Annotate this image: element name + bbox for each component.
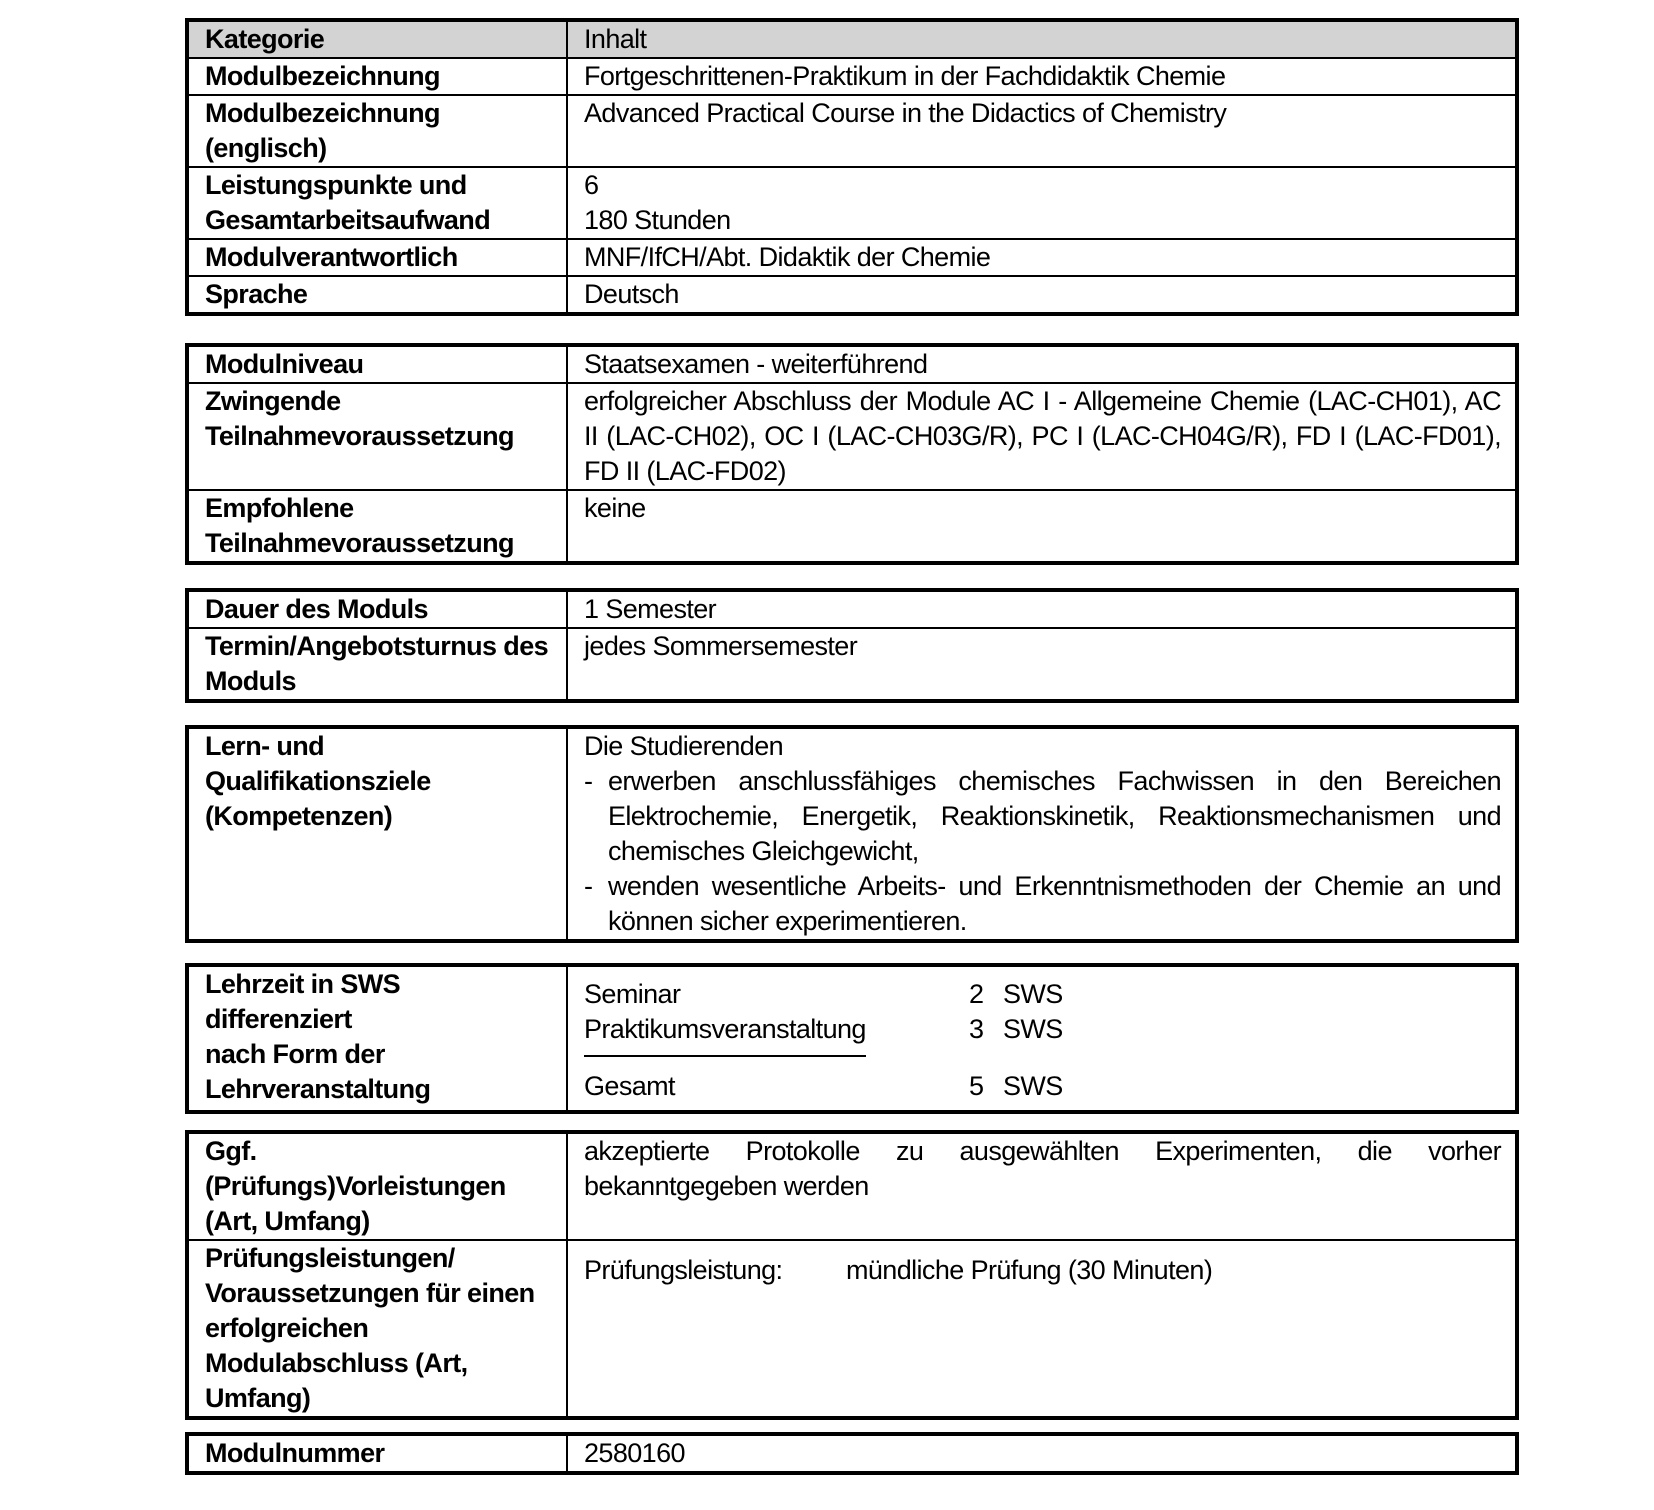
key-line: (englisch) <box>205 133 327 163</box>
row-key-modulniveau: Modulniveau <box>187 345 567 383</box>
row-value-empfohlene-voraussetzung: keine <box>567 490 1517 563</box>
key-line: Modulabschluss (Art, <box>205 1348 468 1378</box>
row-key-empfohlene-voraussetzung <box>187 490 567 563</box>
sws-row <box>584 977 1083 1012</box>
row-key-leistungspunkte <box>187 167 567 239</box>
goals-intro: Die Studierenden <box>584 731 784 761</box>
key-line: Leistungspunkte und <box>205 170 467 200</box>
header-kategorie: Kategorie <box>187 20 567 58</box>
goals-list <box>584 764 1501 939</box>
key-line: Moduls <box>205 666 296 696</box>
goal-text: erwerben anschlussfähiges chemisches Fachwissen in den Bereichen Elektrochemie, Energetik, Reaktionskinetik, Reaktionsmechanismen und chemisches Gleichgewicht, <box>608 766 1501 866</box>
credit-points: 6 <box>584 170 599 200</box>
workload-hours: 180 Stunden <box>584 205 731 235</box>
sws-total-amount: 5 <box>969 1071 984 1101</box>
table-row <box>187 58 1517 95</box>
exam-value: mündliche Prüfung (30 Minuten) <box>846 1255 1213 1285</box>
key-line: Voraussetzungen für einen <box>205 1278 535 1308</box>
row-key-modulbezeichnung: Modulbezeichnung <box>187 58 567 95</box>
key-line: erfolgreichen <box>205 1313 369 1343</box>
module-number-table <box>185 1432 1519 1475</box>
key-line: Lern- und Qualifikationsziele <box>205 731 431 796</box>
key-line: Lehrzeit in SWS differenziert <box>205 969 401 1034</box>
row-key-pruefungsleistungen <box>187 1240 567 1418</box>
sws-name: Praktikumsveranstaltung <box>584 1012 866 1057</box>
sws-unit: SWS <box>1003 979 1063 1009</box>
row-value-termin: jedes Sommersemester <box>567 628 1517 701</box>
row-key-lernziele <box>187 727 567 941</box>
row-value-modulbezeichnung-englisch: Advanced Practical Course in the Didactics of Chemistry <box>567 95 1517 167</box>
row-value-dauer: 1 Semester <box>567 590 1517 628</box>
table-row <box>187 95 1517 167</box>
row-value-zwingende-voraussetzung: erfolgreicher Abschluss der Module AC I - Allgemeine Chemie (LAC-CH01), AC II (LAC-CH02), OC I (LAC-CH03G/R), PC I (LAC-CH04G/R), FD I (LAC-FD01), FD II (LAC-FD02) <box>567 383 1517 490</box>
row-key-lehrzeit <box>187 965 567 1112</box>
sws-amount: 2 <box>969 979 984 1009</box>
sws-name: Seminar <box>584 979 681 1009</box>
row-value-vorleistungen: akzeptierte Protokolle zu ausgewählten Experimenten, die vorher bekanntgegeben werden <box>567 1132 1517 1240</box>
table-header-row <box>187 20 1517 58</box>
row-value-sprache: Deutsch <box>567 276 1517 314</box>
row-key-vorleistungen <box>187 1132 567 1240</box>
bullet-dash: - <box>584 871 593 901</box>
key-line: Prüfungsleistungen/ <box>205 1243 455 1273</box>
row-value-modulnummer: 2580160 <box>567 1434 1517 1473</box>
goal-text: wenden wesentliche Arbeits- und Erkenntnismethoden der Chemie an und können sicher experimentieren. <box>608 871 1501 936</box>
key-line: Empfohlene <box>205 493 354 523</box>
row-key-dauer: Dauer des Moduls <box>187 590 567 628</box>
row-value-pruefungsleistungen <box>567 1240 1517 1418</box>
table-row <box>187 965 1517 1112</box>
sws-amount: 3 <box>969 1014 984 1044</box>
key-line: (Prüfungs)Vorleistungen <box>205 1171 506 1201</box>
table-row <box>187 167 1517 239</box>
table-row <box>187 590 1517 628</box>
module-basics-table <box>185 18 1519 316</box>
header-inhalt: Inhalt <box>567 20 1517 58</box>
key-line: Lehrveranstaltung <box>205 1074 431 1104</box>
row-value-leistungspunkte <box>567 167 1517 239</box>
sws-total-unit: SWS <box>1003 1071 1063 1101</box>
table-row <box>187 276 1517 314</box>
key-line: Termin/Angebotsturnus des <box>205 631 549 661</box>
row-key-modulbezeichnung-englisch <box>187 95 567 167</box>
table-row <box>187 727 1517 941</box>
row-key-sprache: Sprache <box>187 276 567 314</box>
key-line: Gesamtarbeitsaufwand <box>205 205 491 235</box>
row-value-modulbezeichnung: Fortgeschrittenen-Praktikum in der Fachdidaktik Chemie <box>567 58 1517 95</box>
sws-total-row <box>584 1057 1083 1104</box>
row-value-lehrzeit <box>567 965 1517 1112</box>
bullet-dash: - <box>584 766 593 796</box>
row-value-modulverantwortlich: MNF/IfCH/Abt. Didaktik der Chemie <box>567 239 1517 276</box>
key-line: (Kompetenzen) <box>205 801 393 831</box>
table-row <box>187 1434 1517 1473</box>
table-row <box>187 1240 1517 1418</box>
sws-total-name: Gesamt <box>584 1071 675 1101</box>
table-row <box>187 239 1517 276</box>
key-line: Teilnahmevoraussetzung <box>205 421 514 451</box>
table-row <box>187 490 1517 563</box>
table-row <box>187 383 1517 490</box>
key-line: Modulbezeichnung <box>205 98 440 128</box>
exams-table <box>185 1130 1519 1420</box>
row-key-modulnummer: Modulnummer <box>187 1434 567 1473</box>
module-level-table <box>185 343 1519 565</box>
exam-label: Prüfungsleistung: <box>584 1255 783 1285</box>
exam-line <box>584 1253 1501 1288</box>
learning-goals-table <box>185 725 1519 943</box>
row-key-termin <box>187 628 567 701</box>
key-line: Umfang) <box>205 1383 311 1413</box>
table-row <box>187 628 1517 701</box>
key-line: Ggf. <box>205 1136 257 1166</box>
row-value-lernziele <box>567 727 1517 941</box>
list-item <box>584 869 1501 939</box>
key-line: (Art, Umfang) <box>205 1206 370 1236</box>
teaching-hours-table <box>185 963 1519 1114</box>
sws-breakdown <box>584 977 1083 1104</box>
key-line: Zwingende <box>205 386 341 416</box>
module-duration-table <box>185 588 1519 703</box>
row-key-modulverantwortlich: Modulverantwortlich <box>187 239 567 276</box>
key-line: nach Form der <box>205 1039 385 1069</box>
table-row <box>187 345 1517 383</box>
list-item <box>584 764 1501 869</box>
table-row <box>187 1132 1517 1240</box>
row-key-zwingende-voraussetzung <box>187 383 567 490</box>
sws-row <box>584 1012 1083 1057</box>
row-value-modulniveau: Staatsexamen - weiterführend <box>567 345 1517 383</box>
sws-unit: SWS <box>1003 1014 1063 1044</box>
key-line: Teilnahmevoraussetzung <box>205 528 514 558</box>
